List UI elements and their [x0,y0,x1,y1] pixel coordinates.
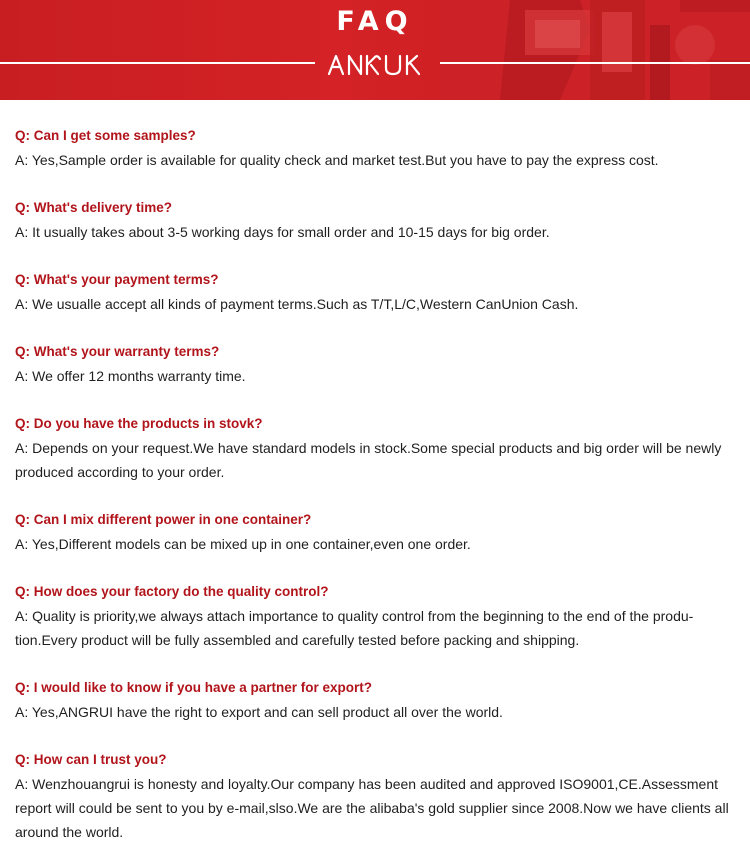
faq-banner [0,0,750,100]
faq-answer: A: It usually takes about 3-5 working days for small order and 10-15 days for big order. [15,224,550,240]
faq-answer: A: Depends on your request.We have standard models in stock.Some special products and big order will be newly produced according to your order. [15,440,722,480]
faq-question: Q: How can I trust you? [15,752,167,767]
faq-question: Q: What's delivery time? [15,200,172,215]
faq-question: Q: Do you have the products in stovk? [15,416,263,431]
faq-question: Q: What's your warranty terms? [15,344,220,359]
faq-item [15,676,737,724]
header-divider-left [0,62,315,64]
faq-answer: A: We usualle accept all kinds of payment terms.Such as T/T,L/C,Western CanUnion Cash. [15,296,579,312]
faq-answer: A: Yes,Different models can be mixed up in one container,even one order. [15,536,471,552]
faq-question: Q: What's your payment terms? [15,272,219,287]
faq-item [15,508,737,556]
faq-answer: A: Quality is priority,we always attach importance to quality control from the beginning to the end of the produ- tion.Every product will be fully assembled and carefully tested before packing and shipping. [15,608,694,648]
faq-answer: A: Yes,ANGRUI have the right to export and can sell product all over the world. [15,704,503,720]
faq-question: Q: How does your factory do the quality control? [15,584,329,599]
faq-answer: A: Yes,Sample order is available for quality check and market test.But you have to pay the express cost. [15,152,659,168]
faq-question: Q: Can I get some samples? [15,128,196,143]
faq-item [15,340,737,388]
faq-answer: A: We offer 12 months warranty time. [15,368,246,384]
faq-item [15,196,737,244]
faq-list [15,124,737,868]
faq-item [15,268,737,316]
faq-item [15,580,737,652]
faq-item [15,748,737,844]
header-divider-right [440,62,750,64]
faq-answer: A: Wenzhouangrui is honesty and loyalty.Our company has been audited and approved ISO9001,CE.Assessment report will could be sent to you by e-mail,slso.We are the alibaba's gold supplier since 2008.Now we have clients all around the world. [15,776,729,840]
faq-question: Q: Can I mix different power in one container? [15,512,312,527]
ankuk-logo [327,52,425,78]
page-title: FAQ [336,6,414,37]
faq-question: Q: I would like to know if you have a partner for export? [15,680,373,695]
faq-item [15,412,737,484]
faq-item [15,124,737,172]
